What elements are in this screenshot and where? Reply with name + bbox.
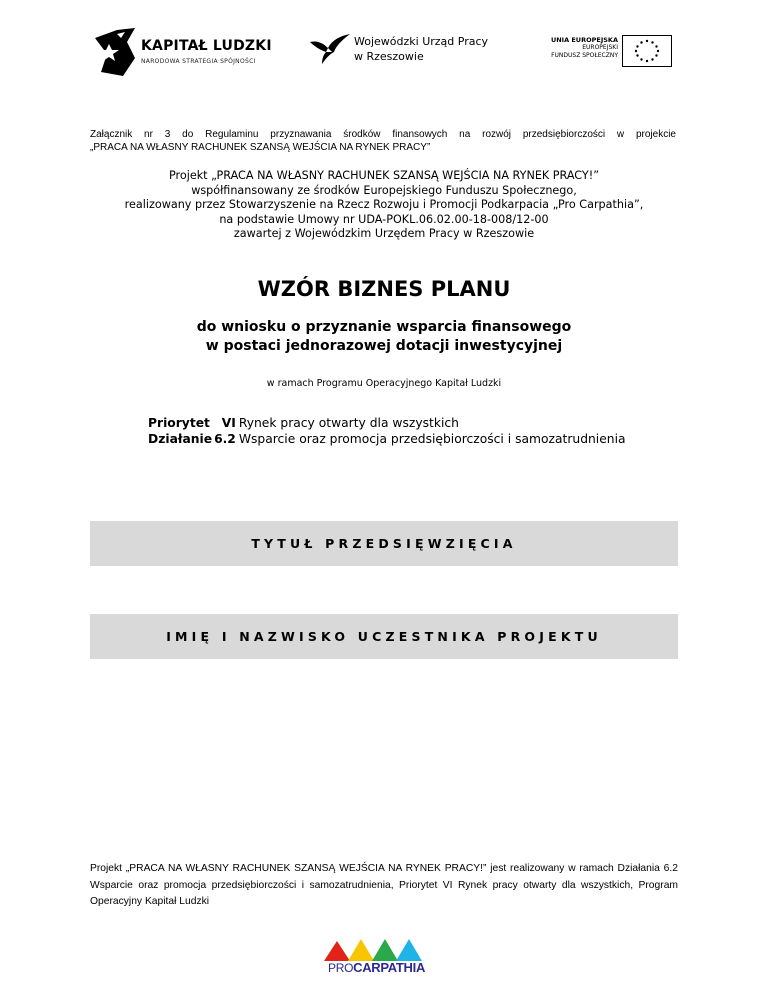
wup-line1: Wojewódzki Urząd Pracy xyxy=(354,35,489,48)
kapital-ludzki-title: KAPITAŁ LUDZKI xyxy=(141,38,272,54)
document-title: WZÓR BIZNES PLANU xyxy=(257,277,511,301)
project-line: na podstawie Umowy nr UDA-POKL.06.02.00-18-008/12-00 xyxy=(219,212,549,226)
procarpathia-wordmark xyxy=(328,960,425,975)
annex-line1: Załącznik nr 3 do Regulaminu przyznawania środków finansowych na rozwój przedsiębiorczości w projekcie xyxy=(90,129,676,140)
annex-line2: „PRACA NA WŁASNY RACHUNEK SZANSĄ WEJŚCIA NA RYNEK PRACY” xyxy=(90,142,431,153)
procarpathia-logo xyxy=(322,937,442,985)
project-line: zawartej z Wojewódzkim Urzędem Pracy w Rzeszowie xyxy=(233,227,535,240)
subtitle-line2: w postaci jednorazowej dotacji inwestycyjnej xyxy=(205,338,563,354)
priority-number: VI xyxy=(221,416,236,430)
annex-note xyxy=(90,128,676,154)
priorities-table xyxy=(148,415,628,447)
action-number: 6.2 xyxy=(214,432,236,446)
procarpathia-pro: PRO xyxy=(328,961,354,975)
wup-logo xyxy=(308,30,498,70)
programme-note: w ramach Programu Operacyjnego Kapitał Ludzki xyxy=(266,378,502,389)
ue-line1: UNIA EUROPEJSKA xyxy=(550,36,618,44)
procarpathia-carpathia: CARPATHIA xyxy=(353,960,426,975)
action-label: Działanie xyxy=(148,432,213,446)
priority-label: Priorytet xyxy=(148,416,210,430)
kapital-ludzki-subtitle: NARODOWA STRATEGIA SPÓJNOŚCI xyxy=(141,58,256,65)
eu-logo xyxy=(540,35,675,67)
footer-note: Projekt „PRACA NA WŁASNY RACHUNEK SZANSĄ WEJŚCIA NA RYNEK PRACY!” jest realizowany w ramach Działania 6.2 Wsparcie oraz promocja przedsiębiorczości i samozatrudnienia, Priorytet VI Rynek pracy otwarty dla wszystkich, Program Operacyjny Kapitał Ludzki xyxy=(90,863,678,907)
kapital-ludzki-star-icon xyxy=(95,28,137,78)
project-line: Projekt „PRACA NA WŁASNY RACHUNEK SZANSĄ WEJŚCIA NA RYNEK PRACY!” xyxy=(168,169,600,182)
priority-row xyxy=(148,415,628,431)
eu-flag-stars-icon xyxy=(623,36,671,66)
project-line: współfinansowany ze środków Europejskiego Funduszu Społecznego, xyxy=(191,183,577,197)
participant-name-box: IMIĘ I NAZWISKO UCZESTNIKA PROJEKTU xyxy=(90,614,678,659)
action-text: Wsparcie oraz promocja przedsiębiorczości i samozatrudnienia xyxy=(238,432,626,446)
project-line: realizowany przez Stowarzyszenie na Rzecz Rozwoju i Promocji Podkarpacia „Pro Carpathia”, xyxy=(124,198,644,211)
ue-line2: EUROPEJSKI xyxy=(582,44,618,51)
document-subtitle xyxy=(0,318,768,356)
action-row xyxy=(148,431,628,447)
subtitle-line1: do wniosku o przyznanie wsparcia finansowego xyxy=(196,319,572,335)
kapital-ludzki-logo xyxy=(95,28,270,78)
wup-bird-icon xyxy=(308,32,352,66)
priority-text: Rynek pracy otwarty dla wszystkich xyxy=(238,416,459,430)
ue-line3: FUNDUSZ SPOŁECZNY xyxy=(551,52,618,59)
project-info xyxy=(60,169,708,242)
wup-line2: w Rzeszowie xyxy=(354,50,424,63)
project-title-box: TYTUŁ PRZEDSIĘWZIĘCIA xyxy=(90,521,678,566)
eu-flag xyxy=(622,35,672,67)
